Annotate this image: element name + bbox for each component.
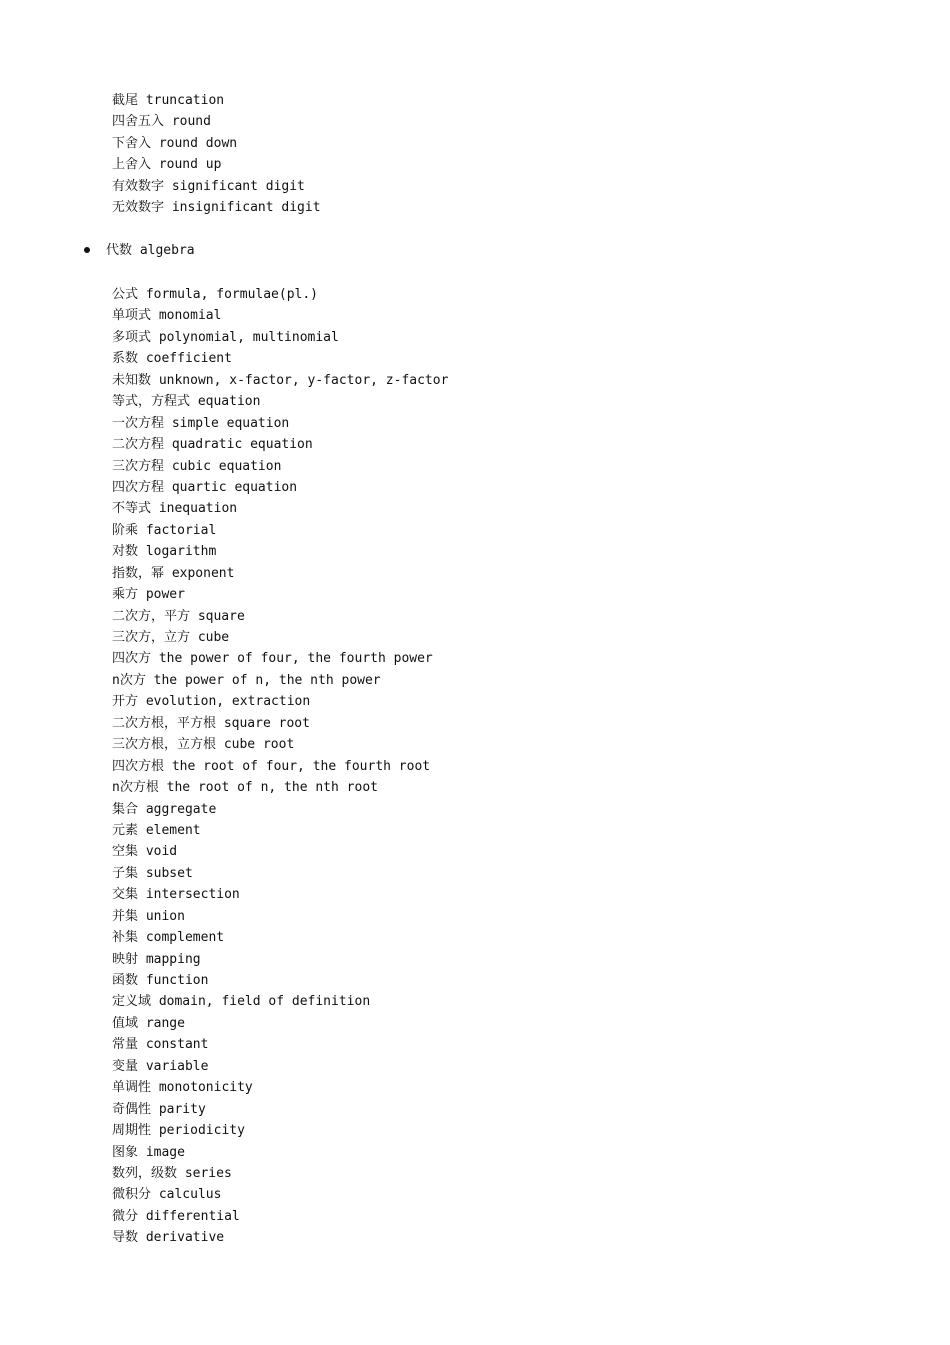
term-line: 等式，方程式 equation (112, 394, 261, 410)
term-line: 微分 differential (112, 1208, 240, 1224)
algebra-section-heading (82, 240, 195, 262)
section-heading-text: 代数 algebra (106, 243, 195, 258)
term-line: 二次方程 quadratic equation (112, 437, 313, 453)
term-line: 映射 mapping (112, 951, 201, 967)
term-line: 四次方 the power of four, the fourth power (112, 651, 433, 667)
term-line: 公式 formula, formulae(pl.) (112, 287, 319, 302)
term-line: 子集 subset (112, 865, 193, 881)
term-line: 微积分 calculus (112, 1187, 222, 1203)
term-line: 二次方，平方 square (112, 608, 245, 624)
term-line: 对数 logarithm (112, 544, 217, 560)
term-line: 三次方根，立方根 cube root (112, 737, 295, 753)
term-line: 上舍入 round up (112, 157, 222, 173)
term-line: 元素 element (112, 822, 201, 838)
term-line: 多项式 polynomial, multinomial (112, 329, 339, 345)
bullet-icon (84, 247, 90, 253)
term-line: 并集 union (112, 908, 185, 924)
term-line: 四次方根 the root of four, the fourth root (112, 758, 431, 774)
term-line: 有效数字 significant digit (112, 178, 305, 194)
term-line: 常量 constant (112, 1037, 209, 1053)
term-line: 补集 complement (112, 930, 225, 946)
term-line: 截尾 truncation (112, 93, 225, 108)
term-line: n次方 the power of n, the nth power (112, 672, 381, 688)
term-line: 四次方程 quartic equation (112, 479, 298, 495)
term-line: 系数 coefficient (112, 351, 232, 367)
term-line: 导数 derivative (112, 1230, 225, 1246)
term-line: 不等式 inequation (112, 501, 238, 517)
term-line: 指数，幂 exponent (112, 565, 235, 581)
term-line: 阶乘 factorial (112, 522, 217, 538)
term-line: 交集 intersection (112, 887, 240, 903)
term-line: 定义域 domain, field of definition (112, 994, 371, 1010)
term-line: 单项式 monomial (112, 308, 222, 324)
term-line: 乘方 power (112, 587, 185, 603)
term-line: 单调性 monotonicity (112, 1080, 253, 1096)
term-line: 变量 variable (112, 1058, 209, 1074)
term-line: 一次方程 simple equation (112, 415, 290, 431)
term-line: 四舍五入 round (112, 114, 211, 130)
algebra-term-list (112, 284, 448, 1249)
term-line: 空集 void (112, 844, 178, 860)
term-line: 下舍入 round down (112, 135, 238, 151)
term-line: n次方根 the root of n, the nth root (112, 780, 378, 796)
term-line: 数列，级数 series (112, 1165, 232, 1181)
rounding-term-list (112, 90, 321, 219)
term-line: 周期性 periodicity (112, 1123, 245, 1139)
term-line: 集合 aggregate (112, 801, 217, 817)
term-line: 二次方根，平方根 square root (112, 715, 310, 731)
term-line: 无效数字 insignificant digit (112, 200, 321, 216)
term-line: 函数 function (112, 973, 209, 988)
term-line: 三次方，立方 cube (112, 630, 230, 645)
term-line: 奇偶性 parity (112, 1101, 206, 1117)
term-line: 值域 range (112, 1015, 185, 1031)
term-line: 图象 image (112, 1144, 185, 1160)
term-line: 未知数 unknown, x-factor, y-factor, z-factor (112, 372, 449, 388)
term-line: 三次方程 cubic equation (112, 458, 282, 474)
term-line: 开方 evolution, extraction (112, 694, 311, 710)
